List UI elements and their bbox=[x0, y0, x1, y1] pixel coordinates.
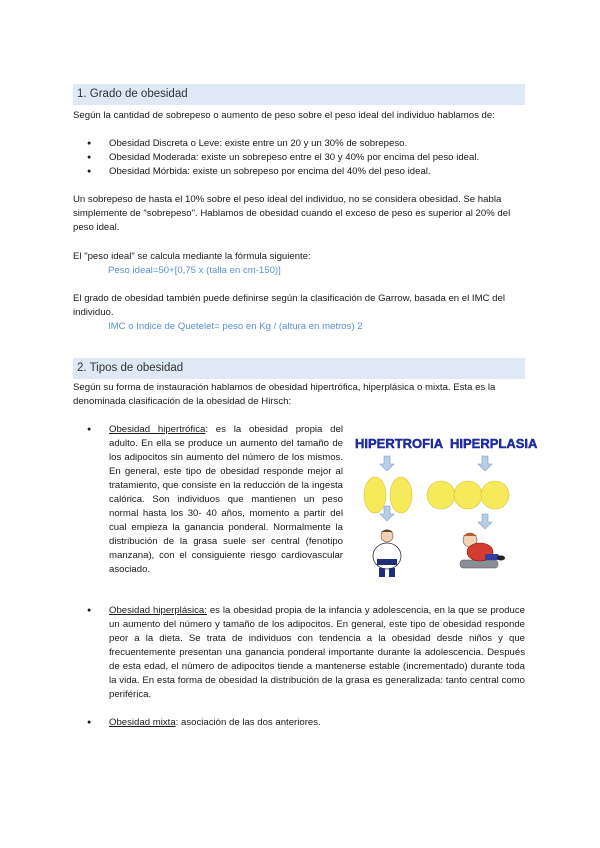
section-heading-tipos: 2. Tipos de obesidad bbox=[73, 358, 525, 379]
term-mixta: Obesidad mixta bbox=[109, 717, 176, 728]
arrow-down-icon bbox=[380, 456, 394, 471]
list-item: ● Obesidad Discreta o Leve: existe entre un 20 y un 30% de sobrepeso. bbox=[73, 137, 479, 151]
list-item: ● Obesidad Mórbida: existe un sobrepeso por encima del 40% del peso ideal. bbox=[73, 165, 479, 179]
obese-child-illustration bbox=[460, 533, 505, 568]
text-hiperplasica: es la obesidad propia de la infancia y adolescencia, en la que se produce un aumento del número y tamaño de los adipocitos. En general, este tipo de obesidad responde peor a la dieta. Se trata de individuos con tendencia a la obesidad desde niños y que frecuentemente presentan una ganancia ponderal importante durante la adolescencia. Después de esta edad, el número de adipocitos tiende a mantenerse estable (incrementado) durante toda la vida. En esta forma de obesidad la distribución de la grasa es generalizada: tanto central como periférica. bbox=[109, 605, 525, 700]
arrow-down-icon bbox=[478, 514, 492, 529]
adipocyte-cell bbox=[427, 481, 455, 509]
paragraph-intro-grado: Según la cantidad de sobrepeso o aumento de peso sobre el peso ideal del individuo hablamos de: bbox=[73, 110, 495, 121]
adipocyte-cell bbox=[390, 477, 412, 513]
paragraph-intro-tipos: Según su forma de instauración hablamos de obesidad hipertrófica, hiperplásica o mixta. Esta es la denominada clasificación de la obesidad de Hirsch: bbox=[73, 382, 496, 407]
adipocyte-cell bbox=[454, 481, 482, 509]
paragraph-peso-ideal: El "peso ideal" se calcula mediante la fórmula siguiente: bbox=[73, 251, 311, 262]
adipocyte-cell bbox=[364, 477, 386, 513]
label-hipertrofia: HIPERTROFIA bbox=[355, 436, 444, 451]
label-hiperplasia: HIPERPLASIA bbox=[450, 436, 538, 451]
arrow-down-icon bbox=[478, 456, 492, 471]
figure-hipertrofia-hiperplasia bbox=[350, 428, 538, 578]
adipocyte-cell bbox=[481, 481, 509, 509]
text-mixta: : asociación de las dos anteriores. bbox=[175, 717, 321, 728]
section-heading-grado: 1. Grado de obesidad bbox=[73, 84, 525, 105]
list-item-mixta bbox=[73, 716, 525, 730]
paragraph-sobrepeso: Un sobrepeso de hasta el 10% sobre el peso ideal del individuo, no se considera obesidad. Se habla simplemente de "sobrepeso". Hablamos de obesidad cuando el exceso de peso es superior al 20% del peso ideal. bbox=[73, 194, 511, 233]
term-hipertrofica: Obesidad hipertrófica bbox=[109, 424, 206, 435]
text-hipertrofica: : es la obesidad propia del adulto. En ella se produce un aumento del tamaño de los adipocitos sin aumento del número de los mismos. En general, este tipo de obesidad responde mejor al tratamiento, que consiste en la reducción de la ingesta calórica. Son individuos que mantienen un peso normal hasta los 30- 40 años, momento a partir del cual empieza la ganancia ponderal. Normalmente la distribución de la grasa suele ser central (fenotipo manzana), con el consiguiente riesgo cardiovascular asociado. bbox=[109, 424, 343, 575]
obese-adult-illustration bbox=[373, 530, 401, 578]
term-hiperplasica: Obesidad hiperplásica: bbox=[109, 605, 207, 616]
list-tipos-2 bbox=[73, 604, 525, 702]
list-item-hipertrofica bbox=[73, 423, 343, 577]
list-tipos-3 bbox=[73, 716, 525, 730]
list-item-hiperplasica bbox=[73, 604, 525, 702]
paragraph-garrow: El grado de obesidad también puede definirse según la clasificación de Garrow, basada en el IMC del individuo. bbox=[73, 293, 505, 318]
formula-imc: IMC o Indice de Quetelet= peso en Kg / (altura en metros) 2 bbox=[108, 321, 363, 332]
formula-peso-ideal: Peso ideal=50+[0,75 x (talla en cm-150)] bbox=[108, 265, 281, 276]
list-item: ● Obesidad Moderada: existe un sobrepeso entre el 30 y 40% por encima del peso ideal. bbox=[73, 151, 479, 165]
list-grados bbox=[73, 137, 479, 179]
list-tipos-1 bbox=[73, 423, 343, 577]
